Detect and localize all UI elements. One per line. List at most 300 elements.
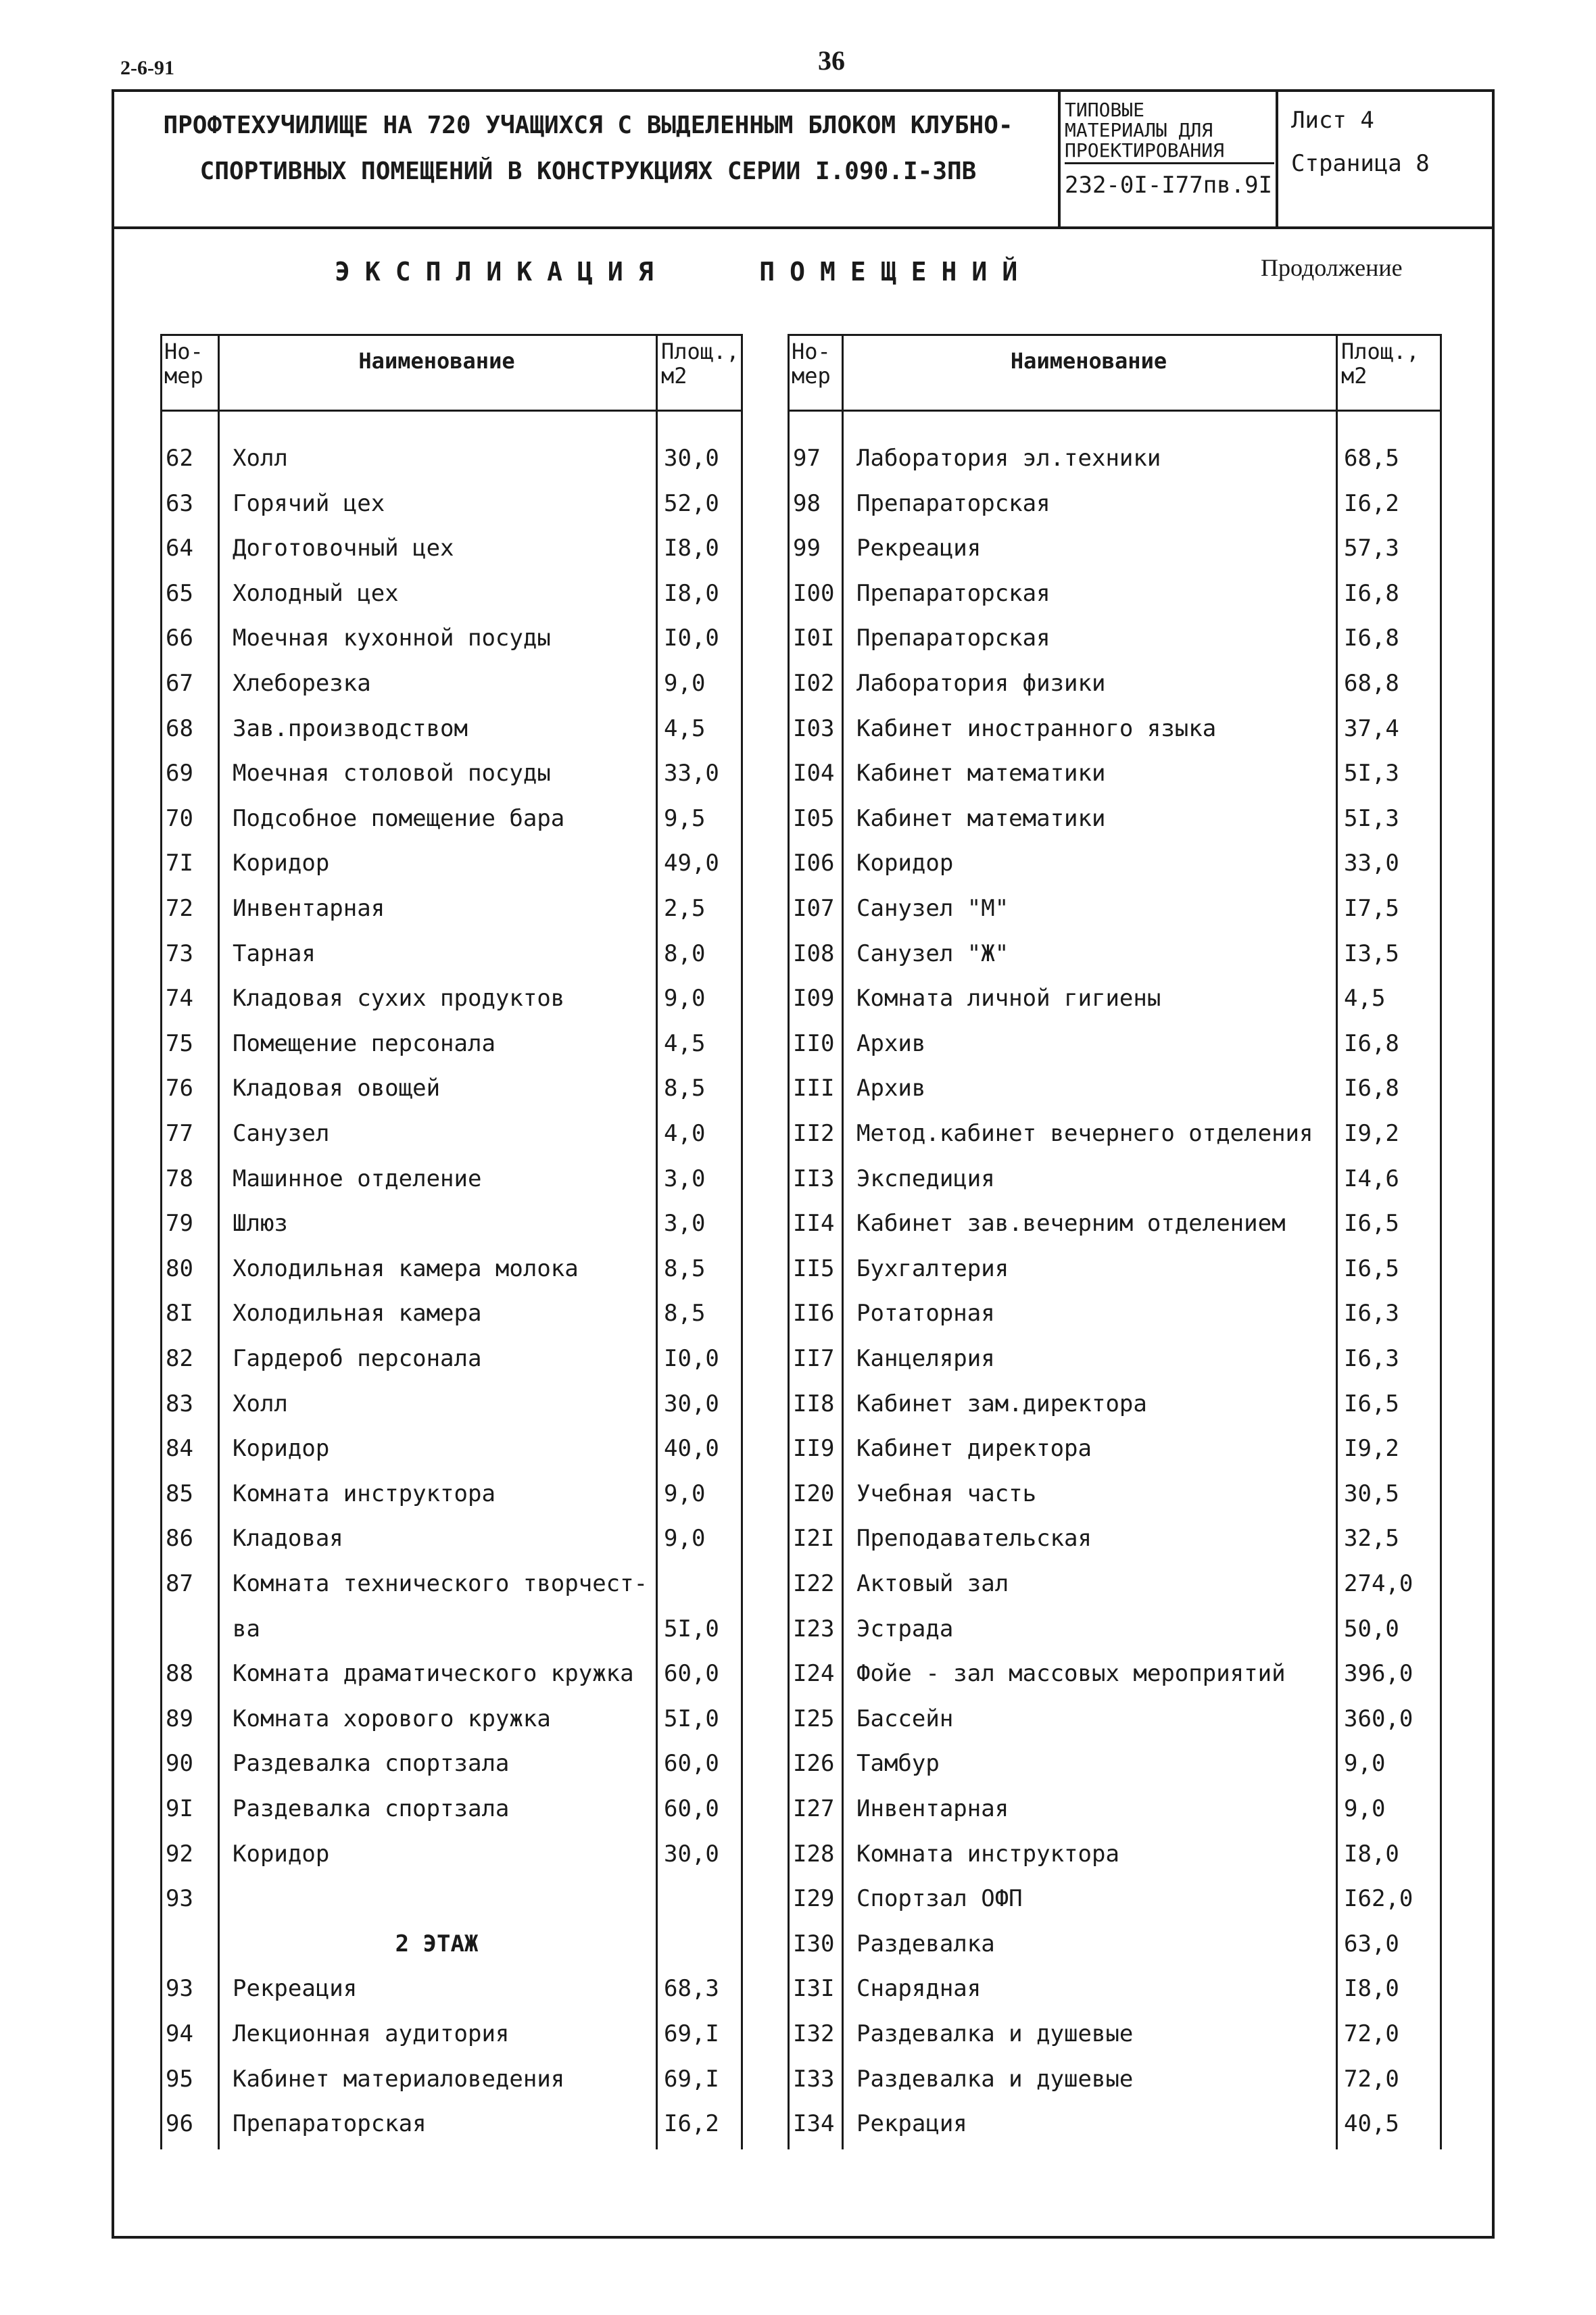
room-number: I20 <box>793 1480 835 1507</box>
room-name: Раздевалка спортзала <box>233 1795 510 1822</box>
room-area: I6,5 <box>1344 1390 1399 1417</box>
room-area: 5I,3 <box>1344 760 1399 787</box>
room-name: Ротаторная <box>856 1300 995 1327</box>
room-area: 32,5 <box>1344 1525 1399 1553</box>
table-row <box>160 570 743 615</box>
column-header-area: Площ., м2 <box>661 339 740 389</box>
table-row <box>160 931 743 975</box>
room-area: 4,5 <box>1344 985 1386 1013</box>
document-code: 2-6-91 <box>120 57 174 79</box>
room-area: 8,5 <box>664 1300 706 1327</box>
table-row <box>788 1200 1442 1245</box>
room-area: I9,2 <box>1344 1120 1399 1147</box>
room-name: Холодный цех <box>233 579 399 607</box>
title-block-divider <box>1058 89 1061 229</box>
room-area: 33,0 <box>664 760 719 787</box>
room-number: 79 <box>166 1210 193 1238</box>
room-number: I07 <box>793 895 835 922</box>
room-number: I03 <box>793 714 835 742</box>
room-name: Раздевалка спортзала <box>233 1750 510 1778</box>
room-name: Метод.кабинет вечернего отделения <box>856 1120 1313 1147</box>
room-name: Экспедиция <box>856 1165 995 1192</box>
room-name: Кладовая сухих продуктов <box>233 985 565 1013</box>
room-area: 8,5 <box>664 1075 706 1102</box>
room-area: 60,0 <box>664 1660 719 1688</box>
column-header-area: Площ., м2 <box>1341 339 1420 389</box>
room-area: 49,0 <box>664 850 719 877</box>
column-header-name: Наименование <box>1010 348 1167 374</box>
room-number: 68 <box>166 714 193 742</box>
header-bottom-rule <box>788 410 1442 412</box>
table-row <box>788 1966 1442 2010</box>
room-area: I8,0 <box>664 579 719 607</box>
room-number: 99 <box>793 535 821 562</box>
room-area: I8,0 <box>664 535 719 562</box>
room-name: Санузел "Ж" <box>856 940 1009 967</box>
room-name: Кабинет зам.директора <box>856 1390 1147 1417</box>
title-block-divider <box>1276 89 1278 229</box>
room-name: Раздевалка и душевые <box>856 2065 1134 2093</box>
table-row <box>788 1425 1442 1470</box>
room-area: 72,0 <box>1344 2065 1399 2093</box>
project-title <box>139 103 1038 195</box>
room-name: Бассейн <box>856 1705 954 1732</box>
table-row <box>788 1561 1442 1605</box>
table-row <box>788 706 1442 750</box>
room-number: 66 <box>166 625 193 652</box>
table-row <box>788 1156 1442 1200</box>
room-area: I6,2 <box>664 2110 719 2138</box>
room-number: 92 <box>166 1840 193 1868</box>
room-number: III <box>793 1075 835 1102</box>
room-number: 9I <box>166 1795 193 1822</box>
room-number: I02 <box>793 670 835 697</box>
series-label <box>1065 100 1274 164</box>
room-number: II3 <box>793 1165 835 1192</box>
table-top-rule <box>788 334 1442 336</box>
room-name: Коридор <box>233 1840 330 1868</box>
table-row <box>788 1065 1442 1110</box>
table-row <box>160 1290 743 1335</box>
table-row <box>160 1740 743 1785</box>
table-row <box>788 885 1442 930</box>
room-name: Зав.производством <box>233 714 468 742</box>
room-number: 83 <box>166 1390 193 1417</box>
room-number: II9 <box>793 1435 835 1463</box>
room-number: 97 <box>793 445 821 472</box>
room-number: 87 <box>166 1570 193 1597</box>
room-area: 57,3 <box>1344 535 1399 562</box>
room-area: 4,0 <box>664 1120 706 1147</box>
room-number: 65 <box>166 579 193 607</box>
room-number: 86 <box>166 1525 193 1553</box>
room-area: 360,0 <box>1344 1705 1413 1732</box>
table-row <box>788 1381 1442 1425</box>
table-row <box>160 1876 743 1920</box>
room-name: Бухгалтерия <box>856 1254 1009 1282</box>
room-number: I08 <box>793 940 835 967</box>
room-name: Холодильная камера молока <box>233 1254 579 1282</box>
room-name: Гардероб персонала <box>233 1345 482 1372</box>
room-area: 2,5 <box>664 895 706 922</box>
room-number: I29 <box>793 1885 835 1913</box>
room-name: Комната инструктора <box>233 1480 495 1507</box>
room-name: Коридор <box>233 850 330 877</box>
room-area: I8,0 <box>1344 1840 1399 1868</box>
room-number: 98 <box>793 489 821 517</box>
room-number: 62 <box>166 445 193 472</box>
room-number: 89 <box>166 1705 193 1732</box>
room-number: I28 <box>793 1840 835 1868</box>
room-area: I6,8 <box>1344 579 1399 607</box>
table-row <box>788 525 1442 570</box>
room-area: I8,0 <box>1344 1975 1399 2003</box>
room-area: I6,3 <box>1344 1300 1399 1327</box>
rooms-table-left <box>160 334 743 2149</box>
table-row <box>160 750 743 795</box>
table-row <box>788 1651 1442 1695</box>
room-name: Препараторская <box>856 625 1050 652</box>
room-number: I34 <box>793 2110 835 2138</box>
room-number: 72 <box>166 895 193 922</box>
room-number: 77 <box>166 1120 193 1147</box>
table-row <box>160 2101 743 2145</box>
table-row <box>788 435 1442 480</box>
table-row <box>788 2101 1442 2145</box>
table-row <box>788 750 1442 795</box>
room-name: Рекреация <box>856 535 982 562</box>
table-row <box>160 1381 743 1425</box>
table-row <box>160 435 743 480</box>
room-area: 33,0 <box>1344 850 1399 877</box>
table-row <box>788 1246 1442 1290</box>
table-row <box>160 1651 743 1695</box>
table-row <box>788 615 1442 660</box>
room-name: Моечная кухонной посуды <box>233 625 551 652</box>
table-row <box>160 706 743 750</box>
room-name: Лаборатория физики <box>856 670 1106 697</box>
floor-heading-row <box>160 1921 743 1966</box>
table-row <box>788 1471 1442 1515</box>
room-name: Эстрада <box>856 1615 954 1642</box>
room-name: Препараторская <box>856 579 1050 607</box>
room-name: Комната драматического кружка <box>233 1660 634 1688</box>
room-number: I30 <box>793 1930 835 1957</box>
room-name: Комната хорового кружка <box>233 1705 551 1732</box>
project-title-line-1: ПРОФТЕХУЧИЛИЩЕ НА 720 УЧАЩИХСЯ С ВЫДЕЛЕННЫМ БЛОКОМ КЛУБНО- <box>163 112 1013 139</box>
room-name: Препараторская <box>233 2110 427 2138</box>
table-row <box>160 2056 743 2101</box>
room-area: 68,3 <box>664 1975 719 2003</box>
table-row <box>788 660 1442 705</box>
table-row <box>788 1290 1442 1335</box>
room-name: Холл <box>233 1390 288 1417</box>
room-area: I6,8 <box>1344 625 1399 652</box>
table-row <box>160 1156 743 1200</box>
table-row <box>788 1831 1442 1876</box>
table-row <box>788 1876 1442 1920</box>
room-name: Кабинет директора <box>856 1435 1092 1463</box>
room-number: I27 <box>793 1795 835 1822</box>
room-number: 7I <box>166 850 193 877</box>
room-area: 3,0 <box>664 1165 706 1192</box>
room-name: Коридор <box>856 850 954 877</box>
room-number: I09 <box>793 985 835 1013</box>
room-area: I4,6 <box>1344 1165 1399 1192</box>
room-name: Холодильная камера <box>233 1300 482 1327</box>
room-name: Архив <box>856 1075 926 1102</box>
room-area: I3,5 <box>1344 940 1399 967</box>
room-name: Лаборатория эл.техники <box>856 445 1161 472</box>
table-row <box>160 1515 743 1560</box>
room-number: I05 <box>793 804 835 832</box>
room-area: 52,0 <box>664 489 719 517</box>
room-name: Санузел <box>233 1120 330 1147</box>
table-row <box>788 1921 1442 1966</box>
room-number: II6 <box>793 1300 835 1327</box>
table-row <box>788 2011 1442 2055</box>
table-row <box>788 1515 1442 1560</box>
room-area: 68,8 <box>1344 670 1399 697</box>
room-number: I22 <box>793 1570 835 1597</box>
table-row <box>788 2056 1442 2101</box>
room-name: Учебная часть <box>856 1480 1037 1507</box>
room-area: 3,0 <box>664 1210 706 1238</box>
room-name: Кабинет иностранного языка <box>856 714 1217 742</box>
room-number: II2 <box>793 1120 835 1147</box>
room-area: 9,0 <box>1344 1750 1386 1778</box>
room-name: Горячий цех <box>233 489 385 517</box>
table-row <box>160 1336 743 1380</box>
room-number: I32 <box>793 2020 835 2047</box>
room-number: II4 <box>793 1210 835 1238</box>
table-row <box>788 1021 1442 1065</box>
room-number: II7 <box>793 1345 835 1372</box>
room-area: 40,5 <box>1344 2110 1399 2138</box>
room-number: I06 <box>793 850 835 877</box>
room-name: Архив <box>856 1029 926 1057</box>
room-area: I6,2 <box>1344 489 1399 517</box>
room-number: 63 <box>166 489 193 517</box>
room-number: 85 <box>166 1480 193 1507</box>
room-area: 30,5 <box>1344 1480 1399 1507</box>
room-area: I6,3 <box>1344 1345 1399 1372</box>
room-area: I6,5 <box>1344 1254 1399 1282</box>
table-row <box>160 1561 743 1605</box>
room-number: 8I <box>166 1300 193 1327</box>
room-name: Комната личной гигиены <box>856 985 1161 1013</box>
room-number: I33 <box>793 2065 835 2093</box>
room-name: Тарная <box>233 940 316 967</box>
sheet-number: Лист 4 <box>1291 107 1374 134</box>
room-name: Фойе - зал массовых мероприятий <box>856 1660 1286 1688</box>
table-row <box>160 1831 743 1876</box>
room-area: 9,0 <box>664 670 706 697</box>
table-row <box>788 1786 1442 1830</box>
room-area: I7,5 <box>1344 895 1399 922</box>
table-row <box>788 1740 1442 1785</box>
room-area: 30,0 <box>664 1840 719 1868</box>
room-number: 80 <box>166 1254 193 1282</box>
series-label-line: ТИПОВЫЕ <box>1065 99 1145 121</box>
room-name: Преподавательская <box>856 1525 1092 1553</box>
rooms-table-right <box>788 334 1442 2149</box>
room-number: I26 <box>793 1750 835 1778</box>
room-name: Помещение персонала <box>233 1029 495 1057</box>
room-name: Рекрация <box>856 2110 967 2138</box>
room-area: 9,5 <box>664 804 706 832</box>
room-name: Машинное отделение <box>233 1165 482 1192</box>
table-row <box>788 1696 1442 1740</box>
column-header-number: Но- мер <box>792 339 831 389</box>
table-row <box>160 1425 743 1470</box>
room-name: Инвентарная <box>856 1795 1009 1822</box>
room-name: Комната технического творчест- <box>233 1570 648 1597</box>
room-name: Раздевалка <box>856 1930 995 1957</box>
continuation-label: Продолжение <box>1261 254 1403 281</box>
room-area: 68,5 <box>1344 445 1399 472</box>
room-name: Снарядная <box>856 1975 982 2003</box>
room-area: 9,0 <box>664 1525 706 1553</box>
table-row <box>160 481 743 525</box>
room-name: Раздевалка и душевые <box>856 2020 1134 2047</box>
room-area: 69,I <box>664 2065 719 2093</box>
room-area: I62,0 <box>1344 1885 1413 1913</box>
room-name: Кабинет зав.вечерним отделением <box>856 1210 1286 1238</box>
room-area: 4,5 <box>664 1029 706 1057</box>
room-area: 8,0 <box>664 940 706 967</box>
room-area: 9,0 <box>1344 1795 1386 1822</box>
table-row <box>160 840 743 885</box>
room-number: I23 <box>793 1615 835 1642</box>
table-row <box>160 2011 743 2055</box>
room-number: II8 <box>793 1390 835 1417</box>
table-row <box>160 1606 743 1651</box>
table-row <box>160 615 743 660</box>
room-area: I0,0 <box>664 625 719 652</box>
series-label-line: МАТЕРИАЛЫ ДЛЯ <box>1065 119 1213 141</box>
project-title-line-2: СПОРТИВНЫХ ПОМЕЩЕНИЙ В КОНСТРУКЦИЯХ СЕРИИ I.090.I-3ПВ <box>199 157 977 185</box>
room-name: ва <box>233 1615 260 1642</box>
column-header-number: Но- мер <box>164 339 203 389</box>
room-name: Рекреация <box>233 1975 358 2003</box>
room-number: 78 <box>166 1165 193 1192</box>
table-row <box>788 1606 1442 1651</box>
room-number: I2I <box>793 1525 835 1553</box>
room-area: 4,5 <box>664 714 706 742</box>
table-row <box>160 1111 743 1155</box>
room-number: I24 <box>793 1660 835 1688</box>
room-number: 75 <box>166 1029 193 1057</box>
room-number: 70 <box>166 804 193 832</box>
room-area: I6,5 <box>1344 1210 1399 1238</box>
room-number: II5 <box>793 1254 835 1282</box>
table-row <box>788 481 1442 525</box>
table-row <box>160 1966 743 2010</box>
section-title: ЭКСПЛИКАЦИЯ ПОМЕЩЕНИЙ <box>335 257 1033 287</box>
room-name: Кабинет материаловедения <box>233 2065 565 2093</box>
room-name: Кабинет математики <box>856 760 1106 787</box>
floor-heading: 2 ЭТАЖ <box>395 1930 479 1957</box>
room-number: 93 <box>166 1975 193 2003</box>
table-row <box>160 975 743 1020</box>
table-row <box>788 975 1442 1020</box>
room-number: 82 <box>166 1345 193 1372</box>
table-row <box>788 840 1442 885</box>
room-name: Лекционная аудитория <box>233 2020 510 2047</box>
table-row <box>788 1336 1442 1380</box>
table-row <box>160 660 743 705</box>
table-row <box>160 525 743 570</box>
page-number: 36 <box>818 45 845 76</box>
room-area: 5I,3 <box>1344 804 1399 832</box>
room-number: 95 <box>166 2065 193 2093</box>
room-area: I9,2 <box>1344 1435 1399 1463</box>
table-row <box>160 1065 743 1110</box>
room-name: Моечная столовой посуды <box>233 760 551 787</box>
room-name: Хлеборезка <box>233 670 371 697</box>
room-area: 5I,0 <box>664 1615 719 1642</box>
room-area: 63,0 <box>1344 1930 1399 1957</box>
room-number: I00 <box>793 579 835 607</box>
room-number: 93 <box>166 1885 193 1913</box>
room-area: 8,5 <box>664 1254 706 1282</box>
room-name: Спортзал ОФП <box>856 1885 1023 1913</box>
room-area: 72,0 <box>1344 2020 1399 2047</box>
room-name: Кладовая овощей <box>233 1075 441 1102</box>
room-area: 69,I <box>664 2020 719 2047</box>
table-row <box>160 1696 743 1740</box>
room-area: 40,0 <box>664 1435 719 1463</box>
room-number: 96 <box>166 2110 193 2138</box>
room-name: Холл <box>233 445 288 472</box>
room-area: 60,0 <box>664 1750 719 1778</box>
room-number: II0 <box>793 1029 835 1057</box>
room-name: Тамбур <box>856 1750 940 1778</box>
table-row <box>160 796 743 840</box>
table-row <box>160 1021 743 1065</box>
table-row <box>788 931 1442 975</box>
room-number: I0I <box>793 625 835 652</box>
table-row <box>788 570 1442 615</box>
room-area: 274,0 <box>1344 1570 1413 1597</box>
room-area: 30,0 <box>664 445 719 472</box>
room-area: I0,0 <box>664 1345 719 1372</box>
room-area: 50,0 <box>1344 1615 1399 1642</box>
room-area: 37,4 <box>1344 714 1399 742</box>
room-area: 9,0 <box>664 1480 706 1507</box>
room-area: 60,0 <box>664 1795 719 1822</box>
room-area: I6,8 <box>1344 1075 1399 1102</box>
room-area: I6,8 <box>1344 1029 1399 1057</box>
table-row <box>160 1200 743 1245</box>
room-name: Кабинет математики <box>856 804 1106 832</box>
room-name: Канцелярия <box>856 1345 995 1372</box>
room-number: 90 <box>166 1750 193 1778</box>
room-number: 88 <box>166 1660 193 1688</box>
room-area: 396,0 <box>1344 1660 1413 1688</box>
room-name: Шлюз <box>233 1210 288 1238</box>
table-row <box>788 796 1442 840</box>
column-header-name: Наименование <box>358 348 515 374</box>
room-area: 9,0 <box>664 985 706 1013</box>
room-name: Актовый зал <box>856 1570 1009 1597</box>
room-number: 64 <box>166 535 193 562</box>
room-name: Комната инструктора <box>856 1840 1119 1868</box>
room-number: 76 <box>166 1075 193 1102</box>
table-row <box>160 1246 743 1290</box>
room-number: I04 <box>793 760 835 787</box>
